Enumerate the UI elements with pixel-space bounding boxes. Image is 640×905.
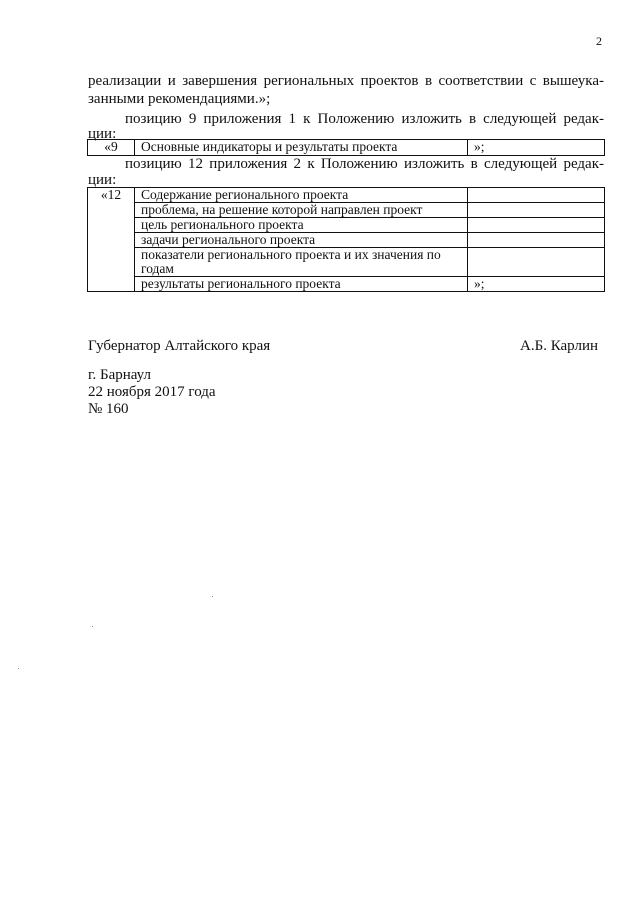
paragraph-1-line-1: реализации и завершения региональных проектов в соответствии с вышеука- [88,73,604,89]
footer-number: № 160 [88,401,129,417]
table-cell-empty [468,233,605,248]
signatory-position: Губернатор Алтайского края [88,338,271,354]
position-9-table [87,139,605,156]
table-row [88,203,605,218]
table-cell: цель регионального проекта [135,218,468,233]
position-12-table [87,187,605,292]
table-row [88,248,605,277]
table-row [88,188,605,203]
table-cell-empty [468,248,605,277]
table-row [88,277,605,292]
table-cell: показатели регионального проекта и их значения по годам [135,248,468,277]
table-cell: задачи регионального проекта [135,233,468,248]
paragraph-2-line-1: позицию 9 приложения 1 к Положению изложить в следующей редак- [125,111,604,127]
table-cell-empty [468,188,605,203]
table-cell: результаты регионального проекта [135,277,468,292]
table-cell-empty [468,218,605,233]
footer-date: 22 ноября 2017 года [88,384,216,400]
position-text: Основные индикаторы и результаты проекта [135,140,468,156]
page-number: 2 [596,34,602,48]
table-cell: проблема, на решение которой направлен проект [135,203,468,218]
closing-quote: »; [468,140,605,156]
paragraph-2-line-2: ции: [88,126,117,142]
position-number: «9 [88,140,135,156]
paragraph-3-line-2: ции: [88,172,117,188]
signatory-name: А.Б. Карлин [520,338,599,354]
paragraph-1-line-2: занными рекомендациями.»; [88,91,271,107]
paragraph-3-line-1: позицию 12 приложения 2 к Положению изложить в следующей редак- [125,156,604,172]
table-row [88,218,605,233]
position-number: «12 [88,188,135,292]
footer-city: г. Барнаул [88,367,151,383]
closing-quote: »; [468,277,605,292]
scan-speck [212,596,213,597]
scan-speck [92,626,93,627]
table-cell: Содержание регионального проекта [135,188,468,203]
table-row [88,233,605,248]
table-cell-empty [468,203,605,218]
table-row [88,140,605,156]
scan-speck [18,668,19,669]
